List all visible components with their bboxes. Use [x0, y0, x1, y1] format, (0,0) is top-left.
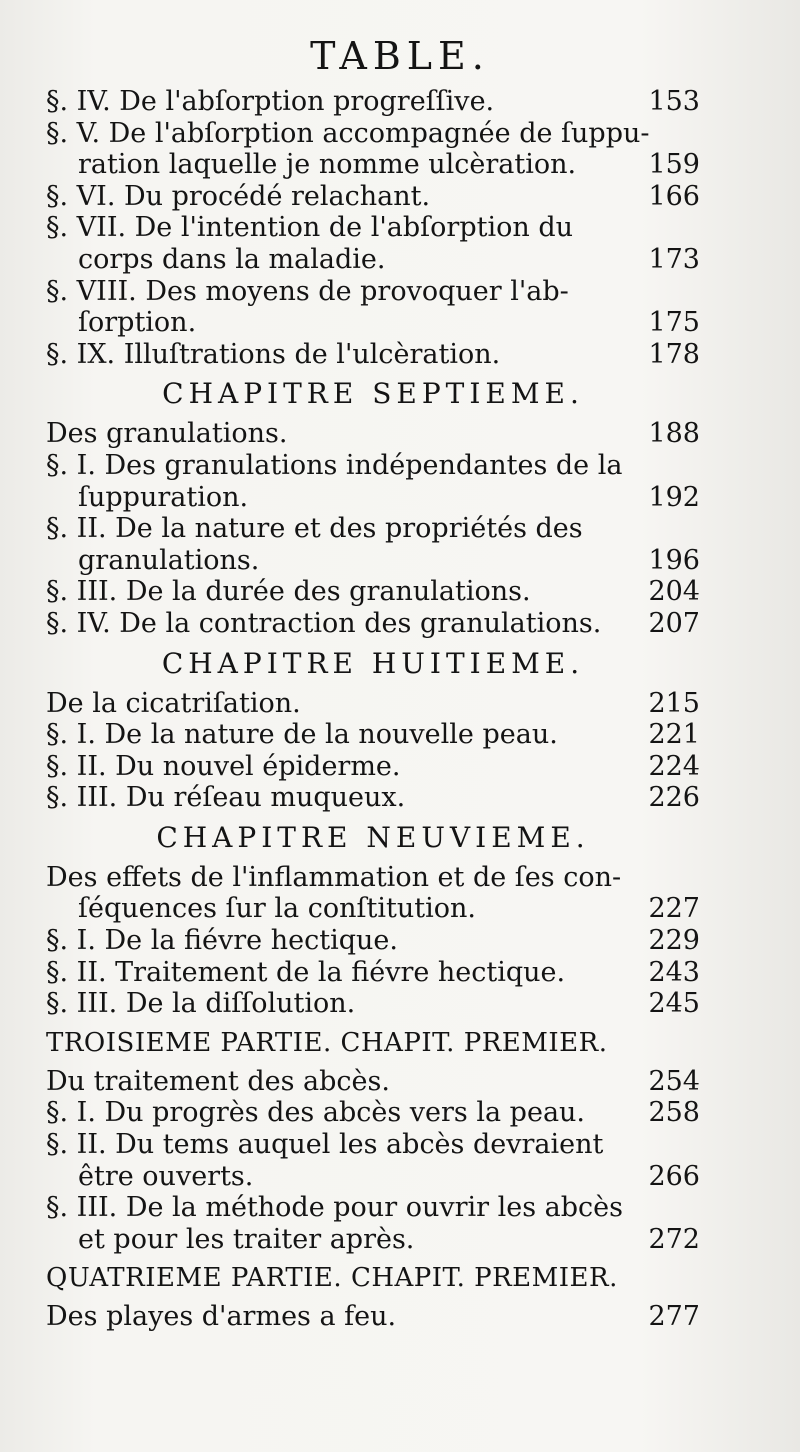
entry-title: §. III. Du réſeau muqueux. [46, 782, 406, 814]
toc-entry [46, 988, 700, 1020]
part-heading: TROISIEME PARTIE. CHAPIT. PREMIER. [46, 1027, 608, 1058]
entry-title: Des effets de l'inflammation et de ſes con- [46, 861, 622, 893]
entry-title: §. I. De la fiévre hectique. [46, 925, 398, 957]
entry-title: §. II. Du nouvel épiderme. [46, 750, 401, 782]
toc-entry [46, 1192, 700, 1224]
entry-title: §. VII. De l'intention de l'abſorption du [46, 212, 573, 244]
page-number: 173 [648, 243, 700, 275]
entry-title: §. I. De la nature de la nouvelle peau. [46, 719, 558, 751]
entry-title: corps dans la maladie. [78, 243, 386, 275]
page-number: 277 [648, 1301, 700, 1333]
page-number: 175 [648, 307, 700, 339]
entry-title: être ouverts. [78, 1160, 254, 1192]
entry-title: §. V. De l'abſorption accompagnée de ſuppu- [46, 117, 650, 149]
toc-entry [46, 751, 700, 783]
toc-entry [46, 1129, 700, 1161]
toc-entry-continuation [46, 893, 700, 925]
toc-entry-continuation [46, 545, 700, 577]
page-number: 227 [648, 893, 700, 925]
toc-entry [46, 118, 700, 150]
toc-entry [46, 925, 700, 957]
toc-entry [46, 957, 700, 989]
page-number: 196 [648, 544, 700, 576]
entry-title: Des granulations. [46, 418, 288, 450]
entry-title: §. IV. De l'abſorption progreſſive. [46, 86, 495, 117]
toc-entry-continuation [46, 307, 700, 339]
page-number: 188 [648, 418, 700, 450]
toc-entry-continuation [46, 482, 700, 514]
toc-entry [46, 1097, 700, 1129]
toc-entry [46, 719, 700, 751]
part-heading: QUATRIEME PARTIE. CHAPIT. PREMIER. [46, 1263, 618, 1294]
page-number: 159 [648, 149, 700, 181]
toc-entry-continuation [46, 1224, 700, 1256]
entry-title: §. I. Du progrès des abcès vers la peau. [46, 1097, 586, 1129]
page-number: 207 [648, 607, 700, 639]
page-number: 192 [648, 481, 700, 513]
entry-title: §. III. De la durée des granulations. [46, 576, 531, 608]
page-number: 221 [648, 719, 700, 751]
entry-title: §. I. Des granulations indépendantes de la [46, 449, 623, 481]
entry-title: §. II. Du tems auquel les abcès devraient [46, 1129, 604, 1161]
page-number: 266 [648, 1160, 700, 1192]
table-of-contents [46, 86, 700, 1333]
page-number: 272 [648, 1223, 700, 1255]
entry-title: et pour les traiter après. [78, 1223, 415, 1255]
toc-entry [46, 576, 700, 608]
toc-entry [46, 688, 700, 720]
page-number: 224 [648, 750, 700, 782]
entry-title: §. IV. De la contraction des granulations. [46, 607, 602, 639]
entry-title: §. II. De la nature et des propriétés des [46, 513, 583, 545]
entry-title: §. VIII. Des moyens de provoquer l'ab- [46, 275, 569, 307]
entry-title: §. IX. Illuſtrations de l'ulcèration. [46, 338, 501, 370]
entry-title: ſorption. [78, 307, 197, 339]
entry-title: Des playes d'armes a feu. [46, 1301, 397, 1333]
page-number: 254 [648, 1065, 700, 1097]
chapter-heading: CHAPITRE SEPTIEME. [162, 377, 584, 411]
toc-entry [46, 276, 700, 308]
page-title: TABLE. [310, 34, 490, 78]
toc-entry [46, 1301, 700, 1333]
toc-entry-continuation [46, 1161, 700, 1193]
toc-entry [46, 782, 700, 814]
toc-entry-continuation [46, 244, 700, 276]
chapter-heading: CHAPITRE NEUVIEME. [156, 820, 590, 854]
page-number: 166 [648, 180, 700, 212]
page-number: 243 [648, 956, 700, 988]
entry-title: Du traitement des abcès. [46, 1065, 390, 1097]
entry-title: De la cicatriſation. [46, 687, 301, 719]
toc-entry [46, 418, 700, 450]
toc-entry [46, 450, 700, 482]
entry-title: ſéquences ſur la conſtitution. [78, 893, 476, 925]
page-number: 245 [648, 988, 700, 1020]
toc-entry [46, 181, 700, 213]
page-number: 215 [648, 687, 700, 719]
entry-title: ration laquelle je nomme ulcèration. [78, 149, 577, 181]
toc-entry [46, 608, 700, 640]
entry-title: §. II. Traitement de la fiévre hectique. [46, 956, 566, 988]
toc-entry-continuation [46, 149, 700, 181]
toc-entry [46, 86, 700, 118]
toc-entry [46, 513, 700, 545]
entry-title: §. III. De la diſſolution. [46, 988, 356, 1020]
toc-entry [46, 212, 700, 244]
toc-entry [46, 1066, 700, 1098]
entry-title: §. VI. Du procédé relachant. [46, 180, 431, 212]
page-number: 178 [648, 338, 700, 370]
chapter-heading: CHAPITRE HUITIEME. [161, 646, 585, 680]
entry-title: granulations. [78, 544, 260, 576]
entry-title: ſuppuration. [78, 481, 249, 513]
page-number: 229 [648, 925, 700, 957]
page-number: 258 [648, 1097, 700, 1129]
page-number: 204 [648, 576, 700, 608]
toc-entry [46, 339, 700, 371]
page-number: 153 [648, 86, 700, 117]
page-number: 226 [648, 782, 700, 814]
entry-title: §. III. De la méthode pour ouvrir les abcès [46, 1192, 624, 1224]
toc-entry [46, 862, 700, 894]
